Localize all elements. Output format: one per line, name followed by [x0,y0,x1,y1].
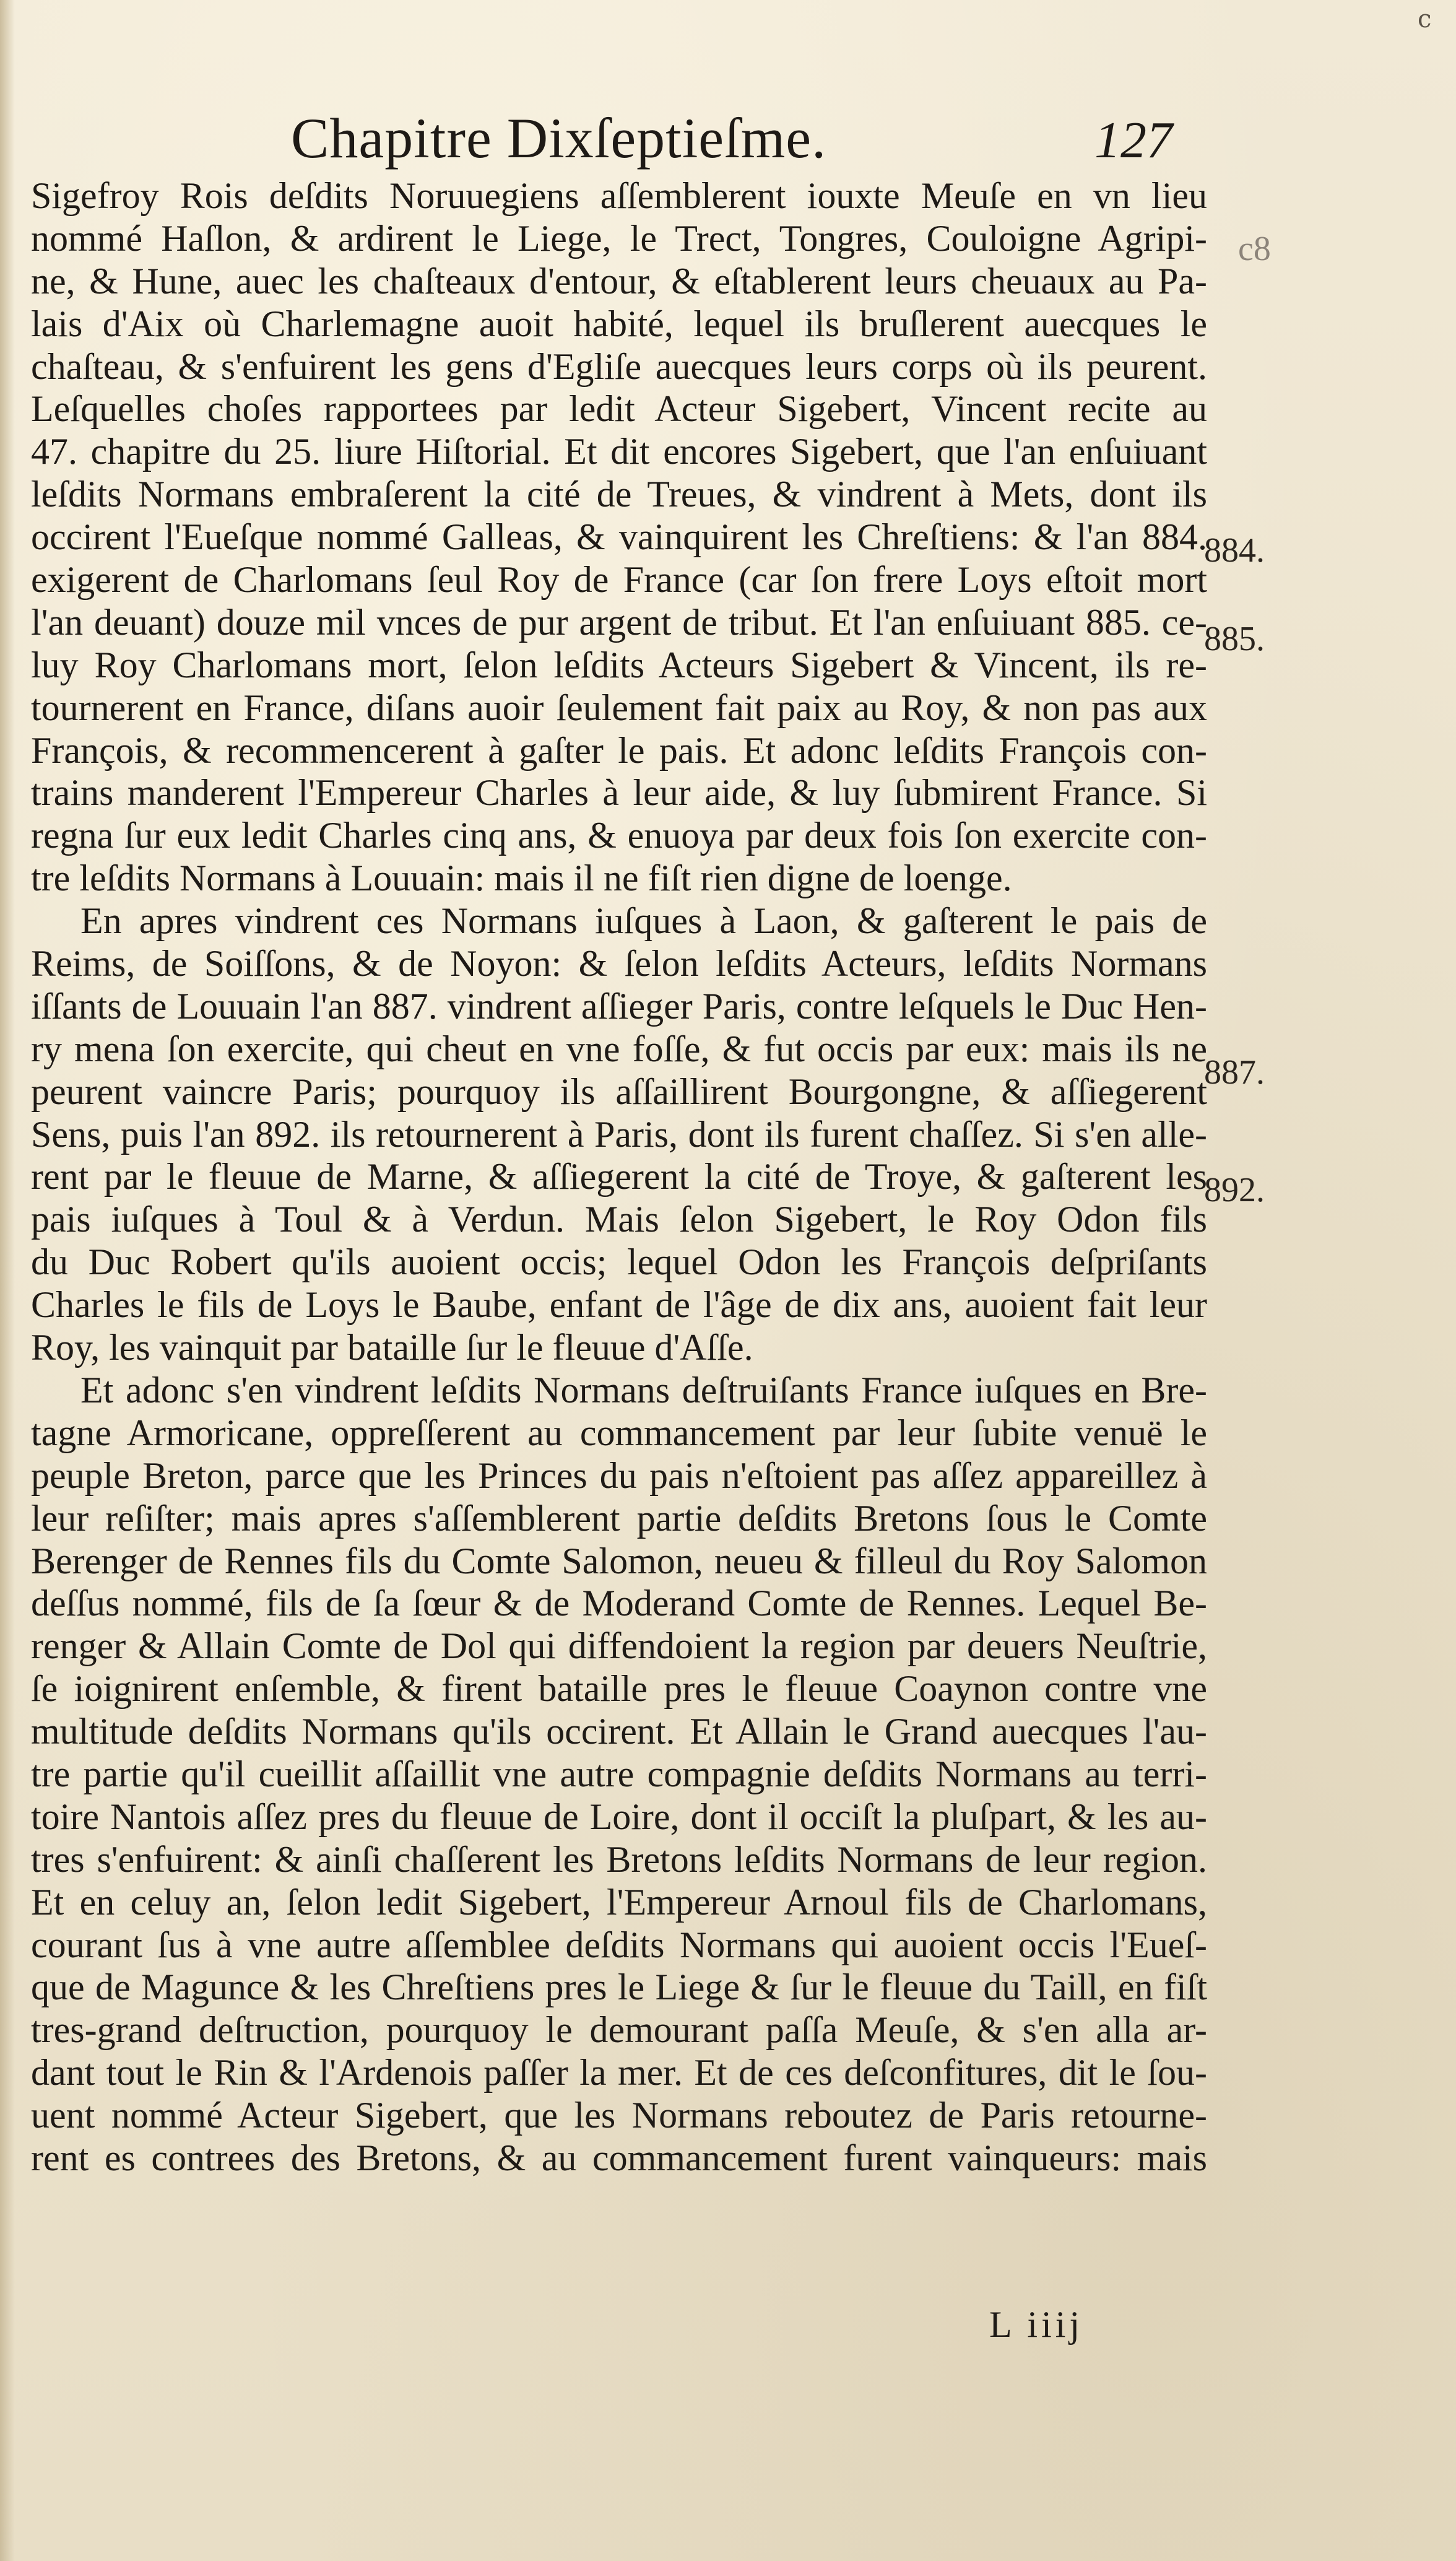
text-line: uent nommé Acteur Sigebert, que les Normans reboutez de Paris retourne- [31,2095,1207,2136]
text-line: multitude deſdits Normans qu'ils occirent. Et Allain le Grand auecques l'au- [31,1711,1207,1752]
text-line: En apres vindrent ces Normans iuſques à Laon, & gaſterent le pais de [80,900,1207,942]
text-line: Leſquelles choſes rapportees par ledit Acteur Sigebert, Vincent recite au [31,388,1207,430]
margin-note-faint: c8 [1238,230,1271,268]
text-line: Sens, puis l'an 892. ils retournerent à Paris, dont ils furent chaſſez. Si s'en alle- [31,1113,1207,1155]
margin-note-year: 887. [1204,1053,1265,1092]
text-line: tres-grand deſtruction, pourquoy le demourant paſſa Meuſe, & s'en alla ar- [31,2009,1207,2051]
text-line: chaſteau, & s'enfuirent les gens d'Egliſe auecques leurs corps où ils peurent. [31,346,1207,387]
page-gutter-shadow [0,0,15,2561]
text-line: pais iuſques à Toul & à Verdun. Mais ſelon Sigebert, le Roy Odon fils [31,1199,1207,1240]
text-line: leur reſiſter; mais apres s'aſſemblerent partie deſdits Bretons ſous le Comte [31,1497,1207,1539]
text-line: tre leſdits Normans à Louuain: mais il ne fiſt rien digne de loenge. [31,858,1012,899]
running-head: Chapitre Dixſeptieſme. [291,107,827,170]
text-line: toire Nantois aſſez pres du fleuue de Loire, dont il occiſt la pluſpart, & les au- [31,1796,1207,1837]
text-line: luy Roy Charlomans mort, ſelon leſdits Acteurs Sigebert & Vincent, ils re- [31,644,1207,685]
text-line: Charles le fils de Loys le Baube, enfant de l'âge de dix ans, auoient fait leur [31,1284,1207,1326]
text-line: exigerent de Charlomans ſeul Roy de France (car ſon frere Loys eſtoit mort [31,559,1207,601]
text-line: regna ſur eux ledit Charles cinq ans, & enuoya par deux fois ſon exercite con- [31,815,1207,856]
text-line: tres s'enfuirent: & ainſi chaſſerent les Bretons leſdits Normans de leur region. [31,1838,1207,1880]
signature-mark: L iiij [989,2304,1084,2345]
text-line: Roy, les vainquit par bataille ſur le fleuue d'Aſſe. [31,1327,753,1368]
text-line: deſſus nommé, fils de ſa ſœur & de Moderand Comte de Rennes. Lequel Be- [31,1583,1207,1624]
text-line: nommé Haſlon, & ardirent le Liege, le Trect, Tongres, Couloigne Agripi- [31,217,1207,259]
text-line: rent es contrees des Bretons, & au commancement furent vainqueurs: mais [31,2137,1207,2178]
text-line: iſſants de Louuain l'an 887. vindrent aſſieger Paris, contre leſquels le Duc Hen- [31,985,1207,1027]
text-line: ne, & Hune, auec les chaſteaux d'entour, & eſtablerent leurs cheuaux au Pa- [31,260,1207,302]
margin-note-year: 892. [1204,1171,1265,1209]
text-line: dant tout le Rin & l'Ardenois paſſer la mer. Et de ces deſconfitures, dit le ſou- [31,2052,1207,2094]
text-line: 47. chapitre du 25. liure Hiſtorial. Et dit encores Sigebert, que l'an enſuiuant [31,431,1207,472]
text-line: Sigefroy Rois deſdits Noruuegiens aſſemblerent iouxte Meuſe en vn lieu [31,175,1207,216]
margin-note-year: 884. [1204,531,1265,570]
text-line: occirent l'Eueſque nommé Galleas, & vainquirent les Chreſtiens: & l'an 884. [31,516,1207,558]
text-line: peuple Breton, parce que les Princes du pais n'eſtoient pas aſſez appareillez à [31,1454,1207,1496]
text-line: du Duc Robert qu'ils auoient occis; lequel Odon les François deſpriſants [31,1241,1207,1283]
text-line: lais d'Aix où Charlemagne auoit habité, lequel ils bruſlerent auecques le [31,303,1207,344]
text-line: rent par le fleuue de Marne, & aſſiegerent la cité de Troye, & gaſterent les [31,1156,1207,1198]
body-text [31,175,1207,2180]
text-line: ry mena ſon exercite, qui cheut en vne foſſe, & fut occis par eux: mais ils ne [31,1028,1207,1069]
margin-note-year: 885. [1204,620,1265,658]
text-line: peurent vaincre Paris; pourquoy ils aſſaillirent Bourgongne, & aſſiegerent [31,1071,1207,1112]
text-line: trains manderent l'Empereur Charles à leur aide, & luy ſubmirent France. Si [31,772,1207,814]
text-line: François, & recommencerent à gaſter le pais. Et adonc leſdits François con- [31,729,1207,771]
text-line: leſdits Normans embraſerent la cité de Treues, & vindrent à Mets, dont ils [31,474,1207,515]
corner-mark: c [1418,5,1432,33]
text-line: Et en celuy an, ſelon ledit Sigebert, l'Empereur Arnoul fils de Charlomans, [31,1881,1207,1923]
text-line: Berenger de Rennes fils du Comte Salomon, neueu & filleul du Roy Salomon [31,1540,1207,1581]
text-line: l'an deuant) douze mil vnces de pur argent de tribut. Et l'an enſuiuant 885. ce- [31,601,1207,643]
text-line: que de Magunce & les Chreſtiens pres le Liege & ſur le fleuue du Taill, en fiſt [31,1967,1207,2008]
text-line: renger & Allain Comte de Dol qui diffendoient la region par deuers Neuſtrie, [31,1625,1207,1667]
text-line: ſe ioignirent enſemble, & firent bataille pres le fleuue Coaynon contre vne [31,1668,1207,1710]
text-line: tournerent en France, diſans auoir ſeulement fait paix au Roy, & non pas aux [31,687,1207,728]
text-line: tagne Armoricane, oppreſſerent au commancement par leur ſubite venuë le [31,1412,1207,1453]
text-line: Et adonc s'en vindrent leſdits Normans deſtruiſants France iuſques en Bre- [80,1369,1207,1411]
page-number: 127 [1094,111,1172,169]
text-line: courant ſus à vne autre aſſemblee deſdits Normans qui auoient occis l'Eueſ- [31,1924,1207,1965]
text-line: tre partie qu'il cueillit aſſaillit vne autre compagnie deſdits Normans au terri- [31,1753,1207,1794]
text-line: Reims, de Soiſſons, & de Noyon: & ſelon leſdits Acteurs, leſdits Normans [31,943,1207,985]
